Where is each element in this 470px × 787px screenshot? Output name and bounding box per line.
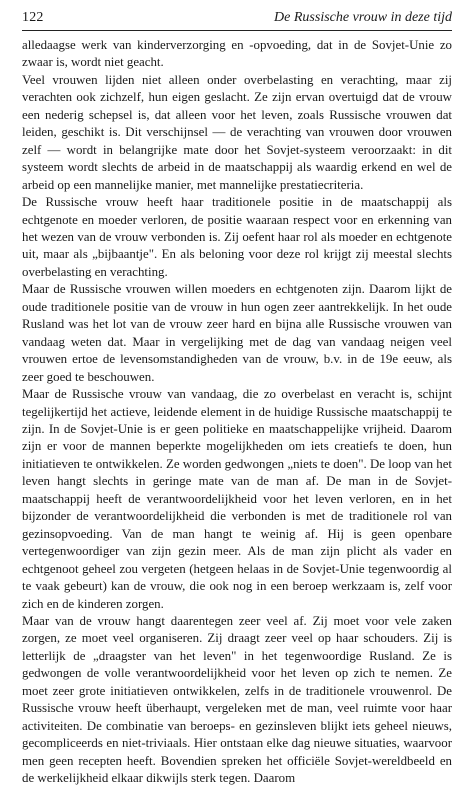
paragraph: alledaagse werk van kinderverzorging en -opvoeding, dat in de Sovjet-Unie zo zwaar is, wordt niet geacht. — [22, 38, 452, 70]
paragraph: Maar de Russische vrouw van vandaag, die zo overbelast en veracht is, schijnt tegelijkertijd het actieve, leidende element in de huidige Russische maatschappij te zijn. In de Sovjet-Unie is er geen politieke en maatschappelijke vrijheid. Daarom zijn er voor de mannen beperkte mogelijkheden om iets creatiefs te doen, hun initiatieven te ontwikkelen. Ze worden gedwongen „niets te doen". De loop van het leven hangt slechts in geringe mate van de man af. De man in de Sovjet-maatschappij heeft de verantwoordelijkheid voor het leven verloren, en in het bijzonder de verantwoordelijkheid die verbonden is met de traditionele rol van gezinsopvoeding. Van de man hangt te weinig af. Hij is geen openbare vertegenwoordiger van zijn gezin meer. Als de man zijn plicht als vader en echtgenoot geheel zou vergeten (hetgeen helaas in de Sovjet-Unie tegenwoordig al te vaak gebeurt) kan de vrouw, die ook nog in een beroep werkzaam is, zelf voor zich en de kinderen zorgen. — [22, 387, 452, 611]
body-text — [22, 37, 452, 787]
running-title: De Russische vrouw in deze tijd — [274, 10, 452, 25]
paragraph: Maar van de vrouw hangt daarentegen zeer veel af. Zij moet voor vele zaken zorgen, ze moet veel organiseren. Zij draagt zeer veel op haar schouders. Zij is letterlijk de „draagster van het leven" in het tegenwoordige Rusland. Ze is gedwongen de volle verantwoordelijkheid voor het leven op zich te nemen. Ze moet zeer grote initiatieven ontwikkelen, zelfs in de traditionele vrouwenrol. De Russische vrouw heeft überhaupt, vergeleken met de man, veel ruimte voor haar activiteiten. De combinatie van beroeps- en gezinsleven blijkt iets geheel nieuws, gecompliceerds en niet-triviaals. Hier ontstaan elke dag nieuwe situaties, waarvoor men geen recepten heeft. Bovendien spreken het officiële Sovjet-wereldbeeld en de werkelijkheid elkaar dikwijls sterk tegen. Daarom — [22, 613, 452, 786]
page-number: 122 — [22, 10, 44, 25]
paragraph: De Russische vrouw heeft haar traditionele positie in de maatschappij als echtgenote en moeder verloren, de positie waaraan respect voor en erkenning van het wezen van de vrouw verbonden is. Zij oefent haar rol als moeder en echtgenote uit, maar als „bijbaantje". En als beloning voor deze rol krijgt zij meestal slechts overbelasting en verachting. — [22, 195, 452, 279]
page-header — [22, 4, 452, 31]
paragraph: Veel vrouwen lijden niet alleen onder overbelasting en verachting, maar zij verachten ook zichzelf, hun eigen geslacht. Ze zijn ervan overtuigd dat de vrouw een nederig schepsel is, dat alleen voor het leven, zoals Russische vrouwen dat leiden, geschikt is. Dit verschijnsel — de verachting van vrouwen door vrouwen zelf — wordt in belangrijke mate door het Sovjet-systeem veroorzaakt: in dit systeem wordt slechts de arbeid in de maatschappij als waardig erkend en wel de arbeid op een mannelijke manier, met mannelijke prestatiecriteria. — [22, 72, 452, 192]
paragraph: Maar de Russische vrouwen willen moeders en echtgenoten zijn. Daarom lijkt de oude traditionele positie van de vrouw in hun ogen zeer aantrekkelijk. In het oude Rusland was het lot van de vrouw zeer hard en bijna alle Russische vrouwen van vandaag weten dat. Maar in vergelijking met de dag van vandaag neigen veel vrouwen ertoe de levensomstandigheden van de vrouw, b.v. in de 19e eeuw, als zeer goed te beschouwen. — [22, 282, 452, 384]
